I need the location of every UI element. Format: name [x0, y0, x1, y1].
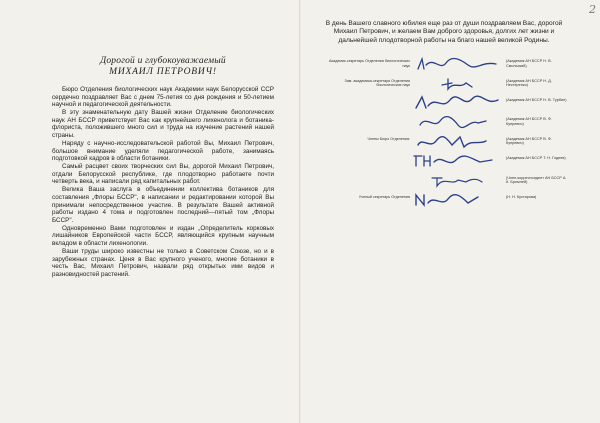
signatory-role: Ученый секретарь Отделения — [358, 194, 410, 199]
page-number: 2 — [589, 3, 596, 16]
signature-row — [324, 172, 567, 191]
closing-paragraph: В день Вашего славного юбилея еще раз от души поздравляем Вас, дорогой Михаил Петрович, и желаем Вам доброго здоровья, долгих лет жизни и дальнейшей плодотворной работы на благо нашей великой Родины. — [325, 20, 563, 44]
salutation-line1: Дорогой и глубокоуважаемый — [100, 56, 226, 66]
handwritten-signature — [412, 113, 502, 131]
signatory-affiliation: (Академик АН БССР Т. Н. Годнев) — [506, 156, 566, 161]
signature-row — [324, 133, 564, 152]
handwritten-signature — [412, 55, 502, 73]
handwritten-signature — [412, 172, 502, 190]
letter-paragraph: Ваши труды широко известны не только в Советском Союзе, но и в зарубежных странах. Ценя в Вас крупного ученого, многие ботаники в честь Вас, Михаил Петрович, назвали ряд открытых ими видов и разновидностей растений. — [52, 248, 274, 278]
handwritten-signature — [412, 75, 502, 93]
letter-paragraph: Одновременно Вами подготовлен и издан „Определитель корковых лишайников Европейской части БССР, являющийся крупным научным вкладом в области лихенологии. — [52, 224, 274, 247]
handwritten-signature — [412, 133, 502, 151]
salutation — [52, 56, 274, 78]
signature-row — [324, 94, 567, 113]
signature-row — [324, 55, 564, 74]
letter-paragraph: Самый расцвет своих творческих сил Вы, дорогой Михаил Петрович, отдали Белорусской республике, где плодотворно работаете почти четверть века, и написали ряд капитальных работ. — [52, 163, 274, 186]
handwritten-signature — [412, 94, 502, 112]
handwritten-signature — [412, 191, 502, 209]
page-fold — [299, 0, 301, 423]
right-page — [324, 20, 567, 210]
letter-paragraph: Велика Ваша заслуга в объединении коллектива ботаников для составления „Флоры БССР", в написании и редактировании которой Вы принимали непосредственное участие. В результате Вашей активной работы издано 4 тома и подготовлен последний—пятый том „Флоры БССР". — [52, 186, 274, 224]
letter-paragraph: В эту знаменательную дату Вашей жизни Отделение биологических наук АН БССР приветствует Вас как крупнейшего лихенолога и ботаника-флориста, положившего много сил и труда на изучение растений нашей страны. — [52, 109, 274, 139]
signatory-affiliation: (Академик АН БССР В. Ф. Купревич) — [506, 117, 552, 126]
salutation-name: МИХАИЛ ПЕТРОВИЧ! — [109, 67, 217, 77]
signature-block — [324, 55, 567, 210]
left-page — [52, 56, 274, 279]
signatory-role: Зам. академика-секретаря Отделения биологических наук — [344, 78, 410, 87]
signatory-affiliation: (Академик АН БССР Н. В. Смольский) — [506, 59, 552, 68]
signature-row — [324, 152, 564, 171]
signatory-role: Члены Бюро Отделения: — [367, 136, 410, 141]
letter-paragraph: Бюро Отделения биологических наук Академии наук Белорусской ССР сердечно поздравляет Вас с днем 75-летия со дня рождения и 50-летием научной и педагогической деятельности. — [52, 86, 274, 109]
signatory-affiliation: (Академик АН БССР Н. В. Турбин) — [506, 98, 567, 102]
signature-row — [324, 191, 564, 210]
signatory-affiliation: (Н. Н. Кустарова) — [506, 194, 537, 199]
signatory-role: Академик-секретарь Отделения биологических наук — [329, 59, 410, 68]
signatory-affiliation: (Член-корреспондент АН БССР А. К. Бромлей) — [506, 175, 567, 184]
signature-row — [324, 113, 564, 132]
signatory-affiliation: (Академик АН БССР Н. Д. Нестеренко) — [506, 78, 552, 88]
signatory-affiliation: (Академик АН БССР В. Ф. Купревич) — [506, 136, 552, 146]
letter-paragraph: Наряду с научно-исследовательской работой Вы, Михаил Петрович, большое внимание уделяли педагогической работе, занимаясь подготовкой кадров в области ботаники. — [52, 140, 274, 163]
signature-row — [324, 75, 564, 94]
handwritten-signature — [412, 152, 502, 170]
